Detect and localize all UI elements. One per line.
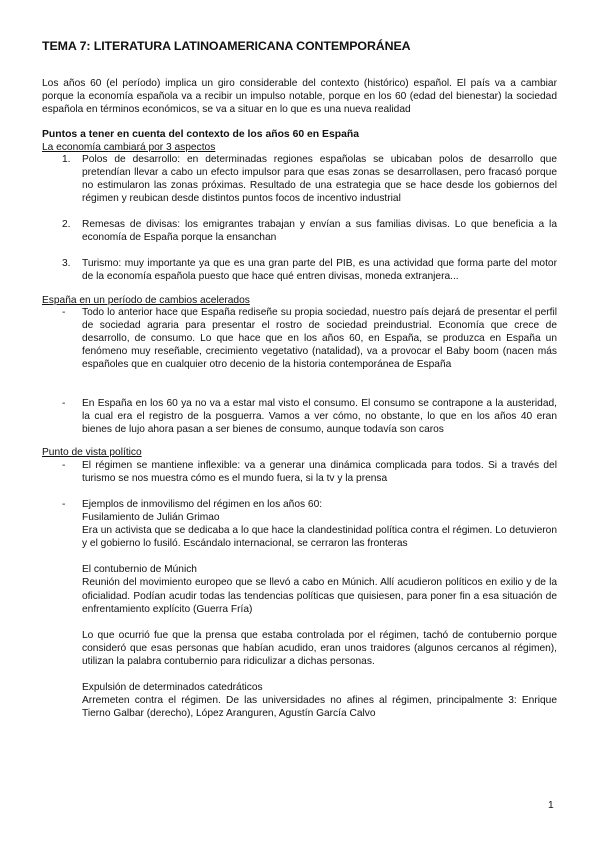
list-marker: 3. xyxy=(62,258,71,269)
example-body-continued: Lo que ocurrió fue que la prensa que estaba controlada por el régimen, tachó de contubernio porque consideró que esas personas que habían acudido, eran unos traidores (algunos cercanos al régimen), utilizan la palabra contubernio para ridiculizar a dichas personas. xyxy=(82,629,557,667)
intro-paragraph: Los años 60 (el período) implica un giro considerable del contexto (histórico) español. El país va a cambiar porque la economía española va a recibir un impulso notable, porque en los 60 (edad del bienestar) la sociedad española en términos económicos, se va a situar en lo que es una nueva realidad xyxy=(42,78,557,116)
list-marker: 2. xyxy=(62,219,71,230)
change-item-1 xyxy=(62,306,557,371)
economy-item-1 xyxy=(62,153,557,205)
example-grimao xyxy=(82,511,557,550)
example-body: Reunión del movimiento europeo que se llevó a cabo en Múnich. Allí acudieron políticos en exilio y de la oficialidad. Podían acudir todas las tendencias políticas que quisiesen, para poner fin a esa situación de enfrentamiento explícito (Guerra Fría) xyxy=(82,577,557,615)
example-title: Expulsión de determinados catedráticos xyxy=(82,682,263,694)
economy-item-3 xyxy=(62,257,557,283)
list-item-text: Polos de desarrollo: en determinadas regiones españolas se ubicaban polos de desarrollo que pretendían llevar a cabo un efecto impulsor para que esas zonas se desarrollasen, pero fracasó porque no estimularon las zonas próximas. Resultado de una estrategia que se hace desde los gobiernos del régimen y reubican desde distintos puntos focos de incentivo industrial xyxy=(82,154,557,205)
example-title: El contubernio de Múnich xyxy=(82,564,197,576)
list-marker: - xyxy=(62,307,66,318)
example-body: Arremeten contra el régimen. De las universidades no afines al régimen, principalmente 3: Enrique Tierno Galbar (derecho), López Aranguren, Agustín García Calvo xyxy=(82,695,557,720)
list-item-text: El régimen se mantiene inflexible: va a generar una dinámica complicada para todos. Si a través del turismo se nos muestra cómo es el mundo fuera, si la tv y la prensa xyxy=(82,460,557,485)
example-body: Era un activista que se dedicaba a lo que hace la clandestinidad política contra el régimen. Lo detuvieron y el gobierno lo fusiló. Escándalo internacional, se cerraron las fronteras xyxy=(82,525,557,550)
list-item-text: Todo lo anterior hace que España rediseñe su propia sociedad, nuestro país dejará de presentar el perfil de sociedad agraria para presentar el rostro de sociedad preindustrial. Economía que crece de desarrollo, de consumo. Lo que hace que en los años 60, en España, se produzca en España un fenómeno muy reseñable, crecimiento vegetativo (natalidad), va a provocar el Baby boom (nacen más españoles que en cualquier otro decenio de la historia contemporánea de España xyxy=(82,307,557,371)
list-marker: - xyxy=(62,460,66,471)
example-title: Fusilamiento de Julián Grimao xyxy=(82,512,220,524)
change-subheading: España en un período de cambios acelerados xyxy=(42,295,250,306)
list-item-text: En España en los 60 ya no va a estar mal visto el consumo. El consumo se contrapone a la austeridad, la cual era el registro de la posguerra. Vamos a ver cómo, no obstante, lo que en los años 40 eran bienes de lujo ahora pasan a ser bienes de consumo, aunque todavía son caros xyxy=(82,398,557,436)
politics-item-1 xyxy=(62,459,557,485)
change-item-2 xyxy=(62,397,557,436)
list-marker: - xyxy=(62,499,66,510)
list-item-text: Ejemplos de inmovilismo del régimen en los años 60: xyxy=(82,499,323,510)
list-item-text: Turismo: muy importante ya que es una gran parte del PIB, es una actividad que forma parte del motor de la economía española puesto que hace qué entren divisas, moneda extranjera... xyxy=(82,258,557,283)
politics-subheading: Punto de vista político xyxy=(42,447,142,458)
politics-item-2 xyxy=(62,498,557,720)
section-heading: Puntos a tener en cuenta del contexto de los años 60 en España xyxy=(42,129,360,140)
list-marker: 1. xyxy=(62,154,71,165)
economy-subheading: La economía cambiará por 3 aspectos xyxy=(42,142,216,153)
document-title: TEMA 7: LITERATURA LATINOAMERICANA CONTEMPORÁNEA xyxy=(42,39,411,53)
list-item-text: Remesas de divisas: los emigrantes trabajan y envían a sus familias divisas. Lo que beneficia a la economía de España porque la ensanchan xyxy=(82,219,557,244)
list-marker: - xyxy=(62,398,66,409)
economy-item-2 xyxy=(62,218,557,244)
example-munich xyxy=(82,563,557,668)
page-number: 1 xyxy=(548,800,554,811)
example-expulsion xyxy=(82,681,557,720)
